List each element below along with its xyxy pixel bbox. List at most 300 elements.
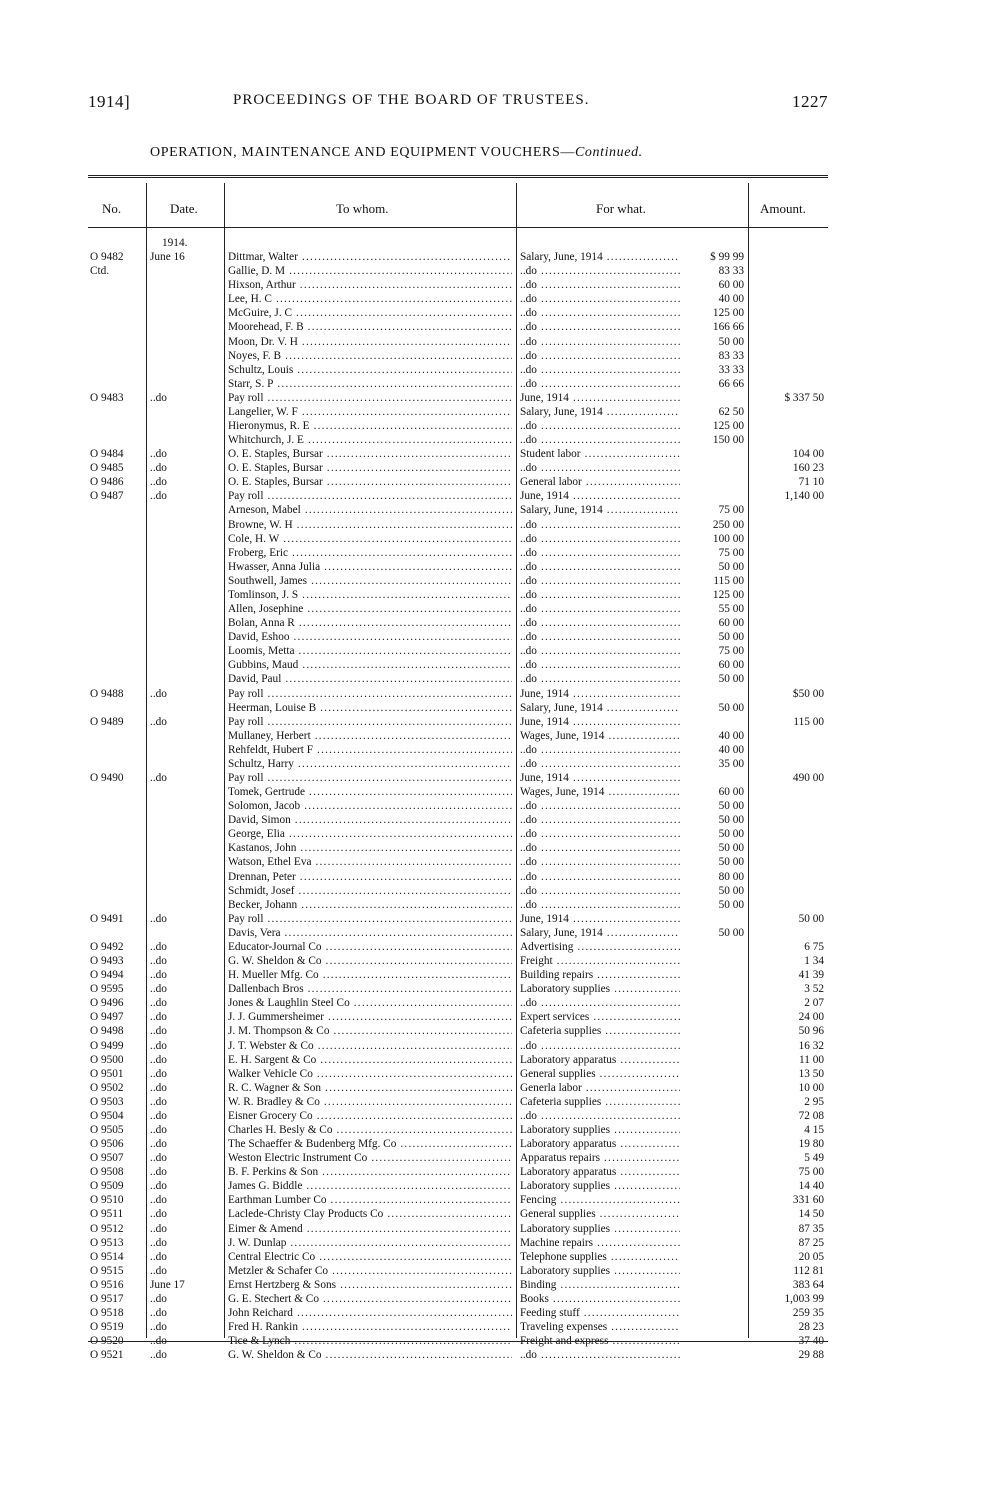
purpose-text: General supplies .....: [520, 1207, 680, 1221]
total-amount-text: 1,003 99: [784, 1292, 824, 1305]
voucher-number-text: O 9517: [90, 1292, 124, 1305]
voucher-number-text: O 9595: [90, 983, 124, 996]
payee-text: R. C. Wagner & Son .....: [228, 1081, 512, 1095]
payee-text: Rehfeldt, Hubert F .....: [228, 743, 512, 757]
voucher-number-text: O 9487: [90, 490, 124, 503]
itemized-amount-text: 125 00: [712, 307, 744, 320]
purpose-text: Laboratory supplies .....: [520, 1264, 680, 1278]
column-header-date: Date.: [170, 201, 198, 216]
itemized-amount: [680, 602, 744, 616]
payee-text: Allen, Josephine .....: [228, 602, 512, 616]
payee-text: E. H. Sargent & Co .....: [228, 1053, 512, 1067]
purpose-text: ..do .....: [520, 532, 680, 546]
voucher-number-text: O 9486: [90, 476, 124, 489]
voucher-date: [150, 715, 220, 729]
itemized-amount-text: 115 00: [713, 574, 744, 587]
total-amount-text: $50 00: [792, 687, 824, 700]
payee-text: J. J. Gummersheimer .....: [228, 1010, 512, 1024]
table-row: [88, 278, 828, 292]
voucher-number: [90, 264, 146, 278]
purpose-text: ..do .....: [520, 855, 680, 869]
table-row: [88, 602, 828, 616]
voucher-date-text: ..do: [150, 1124, 167, 1136]
table-row: [88, 363, 828, 377]
table-row: [88, 771, 828, 785]
itemized-amount: [680, 377, 744, 391]
payee-text: Walker Vehicle Co .....: [228, 1067, 512, 1081]
voucher-number: [90, 1250, 146, 1264]
voucher-date: [150, 1109, 220, 1123]
purpose-text: ..do .....: [520, 630, 680, 644]
table-row: [88, 1292, 828, 1306]
voucher-number-text: O 9506: [90, 1138, 124, 1150]
subtitle-continued: Continued.: [574, 145, 643, 160]
voucher-number-text: O 9513: [90, 1236, 124, 1249]
purpose-text: Telephone supplies .....: [520, 1250, 680, 1264]
total-amount-text: 29 88: [798, 1349, 824, 1362]
voucher-date: [150, 1264, 220, 1278]
total-amount: [754, 1165, 824, 1179]
table-row: [88, 503, 828, 517]
itemized-amount: [680, 264, 744, 278]
total-amount-text: 87 35: [798, 1222, 824, 1235]
voucher-date-text: ..do: [150, 1250, 167, 1263]
itemized-amount: [680, 306, 744, 320]
itemized-amount-text: 125 00: [712, 420, 744, 432]
voucher-date-text: ..do: [150, 1222, 167, 1235]
total-amount-text: 4 15: [804, 1124, 824, 1136]
table-row: [88, 940, 828, 954]
purpose-text: Salary, June, 1914 .....: [520, 405, 680, 419]
voucher-number: [90, 1292, 146, 1306]
payee-text: Arneson, Mabel .....: [228, 503, 512, 517]
voucher-number: [90, 1039, 146, 1053]
voucher-number-text: O 9512: [90, 1222, 124, 1235]
total-amount: [754, 982, 824, 996]
itemized-amount: [680, 292, 744, 306]
voucher-date-text: ..do: [150, 1011, 167, 1024]
itemized-amount: [680, 335, 744, 349]
voucher-date: [150, 982, 220, 996]
purpose-text: ..do .....: [520, 588, 680, 602]
payee-text: Loomis, Metta .....: [228, 644, 512, 658]
voucher-date-text: ..do: [150, 1208, 167, 1221]
voucher-date: [150, 1306, 220, 1320]
voucher-date: [150, 1081, 220, 1095]
itemized-amount: [680, 546, 744, 560]
running-head: [88, 92, 828, 116]
voucher-number: [90, 1165, 146, 1179]
itemized-amount-text: 50 00: [718, 673, 744, 686]
table-row: [88, 1137, 828, 1151]
payee-text: Ernst Hertzberg & Sons .....: [228, 1278, 512, 1292]
total-amount-text: 490 00: [792, 772, 824, 784]
payee-text: Jones & Laughlin Steel Co .....: [228, 996, 512, 1010]
table-row: [88, 729, 828, 743]
voucher-number: [90, 1081, 146, 1095]
itemized-amount: [680, 898, 744, 912]
itemized-amount: [680, 870, 744, 884]
purpose-text: June, 1914 .....: [520, 687, 680, 701]
payee-text: Central Electric Co .....: [228, 1250, 512, 1264]
voucher-number: [90, 1207, 146, 1221]
itemized-amount: [680, 278, 744, 292]
purpose-text: Wages, June, 1914 .....: [520, 729, 680, 743]
voucher-date: [150, 250, 220, 264]
payee-text: Lee, H. C .....: [228, 292, 512, 306]
total-amount-text: 6 75: [804, 940, 824, 953]
total-amount-text: 383 64: [792, 1278, 824, 1291]
itemized-amount-text: 50 00: [718, 631, 744, 644]
purpose-text: Advertising .....: [520, 940, 680, 954]
total-amount: [754, 1236, 824, 1250]
table-row: [88, 306, 828, 320]
itemized-amount-text: 60 00: [718, 659, 744, 672]
table-row: [88, 349, 828, 363]
purpose-text: ..do .....: [520, 433, 680, 447]
voucher-date: [150, 1348, 220, 1362]
payee-text: Schultz, Harry .....: [228, 757, 512, 771]
table-row: [88, 630, 828, 644]
purpose-text: ..do .....: [520, 1109, 680, 1123]
voucher-date-text: ..do: [150, 772, 167, 784]
table-row: [88, 785, 828, 799]
table-row: [88, 574, 828, 588]
purpose-text: General labor .....: [520, 475, 680, 489]
table-row: [88, 1348, 828, 1362]
voucher-number: [90, 968, 146, 982]
total-amount: [754, 475, 824, 489]
voucher-number: [90, 1010, 146, 1024]
itemized-amount-text: 40 00: [718, 729, 744, 742]
total-amount: [754, 687, 824, 701]
table-row: [88, 996, 828, 1010]
itemized-amount-text: 50 00: [718, 898, 744, 911]
voucher-number: [90, 912, 146, 926]
voucher-date: [150, 1250, 220, 1264]
payee-text: Dittmar, Walter .....: [228, 250, 512, 264]
payee-text: J. T. Webster & Co .....: [228, 1039, 512, 1053]
voucher-date-text: ..do: [150, 476, 167, 489]
payee-text: Dallenbach Bros .....: [228, 982, 512, 996]
purpose-text: Building repairs .....: [520, 968, 680, 982]
purpose-text: ..do .....: [520, 419, 680, 433]
table-row: [88, 391, 828, 405]
itemized-amount: [680, 884, 744, 898]
voucher-date: [150, 1095, 220, 1109]
payee-text: Hieronymus, R. E .....: [228, 419, 512, 433]
payee-text: Pay roll .....: [228, 391, 512, 405]
total-amount: [754, 1306, 824, 1320]
table-row: [88, 588, 828, 602]
total-amount: [754, 1109, 824, 1123]
purpose-text: Salary, June, 1914 .....: [520, 250, 680, 264]
itemized-amount-text: 83 33: [718, 349, 744, 362]
table-row: [88, 1109, 828, 1123]
voucher-number-text: O 9494: [90, 969, 124, 982]
voucher-date: [150, 912, 220, 926]
purpose-text: Freight .....: [520, 954, 680, 968]
table-row: [88, 405, 828, 419]
voucher-date-text: ..do: [150, 1236, 167, 1249]
itemized-amount-text: 50 00: [718, 884, 744, 897]
itemized-amount: [680, 503, 744, 517]
payee-text: Southwell, James .....: [228, 574, 512, 588]
voucher-number-text: O 9499: [90, 1039, 124, 1052]
voucher-number-text: O 9515: [90, 1264, 124, 1277]
purpose-text: Salary, June, 1914 .....: [520, 701, 680, 715]
itemized-amount: [680, 588, 744, 602]
purpose-text: Binding .....: [520, 1278, 680, 1292]
itemized-amount: [680, 701, 744, 715]
total-amount-text: 75 00: [798, 1166, 824, 1179]
table-row: [88, 532, 828, 546]
table-row: [88, 1179, 828, 1193]
payee-text: G. E. Stechert & Co .....: [228, 1292, 512, 1306]
total-amount: [754, 1081, 824, 1095]
purpose-text: ..do .....: [520, 658, 680, 672]
itemized-amount: [680, 630, 744, 644]
payee-text: Gubbins, Maud .....: [228, 658, 512, 672]
total-amount-text: 50 00: [798, 912, 824, 925]
total-amount-text: 115 00: [793, 715, 824, 728]
total-amount-text: 71 10: [798, 476, 824, 489]
table-row: [88, 827, 828, 841]
voucher-number: [90, 1278, 146, 1292]
voucher-date-text: ..do: [150, 1081, 167, 1094]
purpose-text: ..do .....: [520, 996, 680, 1010]
voucher-number: [90, 391, 146, 405]
total-amount: [754, 1222, 824, 1236]
itemized-amount-text: 75 00: [718, 504, 744, 517]
itemized-amount: [680, 532, 744, 546]
itemized-amount-text: 50 00: [718, 560, 744, 573]
voucher-number-text: O 9493: [90, 955, 124, 967]
table-row: [88, 1053, 828, 1067]
voucher-date-text: ..do: [150, 1194, 167, 1207]
table-row: [88, 855, 828, 869]
purpose-text: ..do .....: [520, 264, 680, 278]
total-amount-text: 1 34: [804, 955, 824, 967]
total-amount: [754, 912, 824, 926]
payee-text: Starr, S. P .....: [228, 377, 512, 391]
voucher-number: [90, 1320, 146, 1334]
voucher-number: [90, 1348, 146, 1362]
itemized-amount-text: 50 00: [718, 842, 744, 855]
year-heading: 1914]: [88, 92, 131, 111]
table-row: [88, 1151, 828, 1165]
table-row: [88, 250, 828, 264]
subtitle-text: OPERATION, MAINTENANCE AND EQUIPMENT VOUCHERS—: [150, 145, 575, 160]
voucher-date: [150, 1207, 220, 1221]
itemized-amount-text: 250 00: [712, 518, 744, 531]
total-amount: [754, 447, 824, 461]
voucher-date: [150, 1137, 220, 1151]
purpose-text: ..do .....: [520, 672, 680, 686]
payee-text: David, Paul .....: [228, 672, 512, 686]
total-amount-text: 3 52: [804, 983, 824, 996]
total-amount-text: 112 81: [793, 1264, 824, 1277]
voucher-date-text: ..do: [150, 715, 167, 728]
purpose-text: Cafeteria supplies .....: [520, 1024, 680, 1038]
purpose-text: Wages, June, 1914 .....: [520, 785, 680, 799]
table-row: [88, 292, 828, 306]
itemized-amount-text: 50 00: [718, 814, 744, 827]
total-amount-text: 41 39: [798, 969, 824, 982]
total-amount-text: 11 00: [799, 1053, 824, 1066]
purpose-text: ..do .....: [520, 616, 680, 630]
total-amount: [754, 1053, 824, 1067]
purpose-text: Cafeteria supplies .....: [520, 1095, 680, 1109]
payee-text: The Schaeffer & Budenberg Mfg. Co .....: [228, 1137, 512, 1151]
total-amount: [754, 1095, 824, 1109]
table-row: [88, 799, 828, 813]
payee-text: Moon, Dr. V. H .....: [228, 335, 512, 349]
purpose-text: Books .....: [520, 1292, 680, 1306]
total-amount: [754, 1250, 824, 1264]
voucher-number: [90, 1067, 146, 1081]
voucher-date-text: ..do: [150, 1349, 167, 1362]
itemized-amount: [680, 757, 744, 771]
itemized-amount-text: 166 66: [712, 321, 744, 334]
payee-text: W. R. Bradley & Co .....: [228, 1095, 512, 1109]
table-row: [88, 1250, 828, 1264]
payee-text: Browne, W. H .....: [228, 518, 512, 532]
voucher-number: [90, 489, 146, 503]
table-row: [88, 320, 828, 334]
total-amount-text: 2 95: [804, 1095, 824, 1108]
voucher-number: [90, 1193, 146, 1207]
payee-text: Watson, Ethel Eva .....: [228, 855, 512, 869]
voucher-date: [150, 1278, 220, 1292]
voucher-date-text: ..do: [150, 1166, 167, 1179]
itemized-amount-text: 50 00: [718, 856, 744, 869]
purpose-text: ..do .....: [520, 827, 680, 841]
table-row: [88, 672, 828, 686]
purpose-text: ..do .....: [520, 292, 680, 306]
payee-text: Kastanos, John .....: [228, 841, 512, 855]
itemized-amount-text: 62 50: [718, 405, 744, 418]
purpose-text: Expert services .....: [520, 1010, 680, 1024]
table-row: [88, 813, 828, 827]
table-top-rule: [88, 175, 828, 178]
table-row: [88, 870, 828, 884]
purpose: [520, 1348, 680, 1366]
purpose-text: Laboratory apparatus .....: [520, 1053, 680, 1067]
purpose-text: Salary, June, 1914 .....: [520, 503, 680, 517]
itemized-amount: [680, 349, 744, 363]
total-amount: [754, 1067, 824, 1081]
purpose-text: June, 1914 .....: [520, 489, 680, 503]
payee-text: John Reichard .....: [228, 1306, 512, 1320]
voucher-date-text: ..do: [150, 955, 167, 967]
purpose-text: Laboratory apparatus .....: [520, 1137, 680, 1151]
payee-text: Bolan, Anna R .....: [228, 616, 512, 630]
purpose-text: ..do .....: [520, 518, 680, 532]
voucher-number-text: O 9510: [90, 1194, 124, 1207]
payee-text: Gallie, D. M .....: [228, 264, 512, 278]
total-amount-text: 14 50: [798, 1208, 824, 1221]
voucher-date-text: ..do: [150, 1152, 167, 1165]
payee-text: Whitchurch, J. E .....: [228, 433, 512, 447]
table-row: [88, 743, 828, 757]
voucher-date: [150, 1179, 220, 1193]
payee-text: Pay roll .....: [228, 715, 512, 729]
table-row: [88, 447, 828, 461]
voucher-date: [150, 1024, 220, 1038]
purpose-text: ..do .....: [520, 602, 680, 616]
voucher-date: [150, 968, 220, 982]
payee-text: Davis, Vera .....: [228, 926, 512, 940]
itemized-amount-text: 150 00: [712, 434, 744, 446]
itemized-amount: [680, 644, 744, 658]
itemized-amount-text: 100 00: [712, 532, 744, 545]
purpose-text: Student labor .....: [520, 447, 680, 461]
payee-text: Charles H. Besly & Co .....: [228, 1123, 512, 1137]
voucher-number: [90, 996, 146, 1010]
table-row: [88, 658, 828, 672]
purpose-text: Laboratory supplies .....: [520, 982, 680, 996]
table-row: [88, 1095, 828, 1109]
voucher-number-text: O 9501: [90, 1067, 124, 1080]
purpose-text: Laboratory supplies .....: [520, 1123, 680, 1137]
payee-text: Heerman, Louise B .....: [228, 701, 512, 715]
table-row: [88, 264, 828, 278]
purpose-text: ..do .....: [520, 320, 680, 334]
voucher-date-text: ..do: [150, 1264, 167, 1277]
payee-text: Solomon, Jacob .....: [228, 799, 512, 813]
payee-text: Pay roll .....: [228, 771, 512, 785]
voucher-number: [90, 1024, 146, 1038]
voucher-date-text: ..do: [150, 1138, 167, 1150]
table-row: [88, 926, 828, 940]
itemized-amount-text: 60 00: [718, 786, 744, 798]
payee-text: G. W. Sheldon & Co .....: [228, 954, 512, 968]
total-amount: [754, 489, 824, 503]
payee-text: Educator-Journal Co .....: [228, 940, 512, 954]
total-amount-text: 14 40: [798, 1180, 824, 1193]
total-amount: [754, 996, 824, 1010]
table-row: [88, 715, 828, 729]
voucher-date-text: ..do: [150, 1025, 167, 1038]
itemized-amount-text: 75 00: [718, 645, 744, 658]
table-row: [88, 968, 828, 982]
voucher-number: [90, 771, 146, 785]
table-row: [88, 912, 828, 926]
purpose-text: ..do .....: [520, 278, 680, 292]
voucher-date: [150, 1236, 220, 1250]
total-amount-text: 331 60: [792, 1194, 824, 1207]
voucher-date: [150, 461, 220, 475]
payee-text: J. M. Thompson & Co .....: [228, 1024, 512, 1038]
voucher-number: [90, 1179, 146, 1193]
table-row: [88, 841, 828, 855]
voucher-number-text: O 9520: [90, 1335, 124, 1348]
voucher-number-text: O 9509: [90, 1180, 124, 1193]
payee-text: Mullaney, Herbert .....: [228, 729, 512, 743]
payee-text: B. F. Perkins & Son .....: [228, 1165, 512, 1179]
voucher-number-text: O 9500: [90, 1053, 124, 1066]
table-row: [88, 1039, 828, 1053]
payee-text: Schmidt, Josef .....: [228, 884, 512, 898]
payee-text: H. Mueller Mfg. Co .....: [228, 968, 512, 982]
page-title: PROCEEDINGS OF THE BOARD OF TRUSTEES.: [233, 92, 590, 108]
voucher-date-text: ..do: [150, 1335, 167, 1348]
itemized-amount-text: 50 00: [718, 926, 744, 939]
payee-text: Eimer & Amend .....: [228, 1222, 512, 1236]
itemized-amount: [680, 405, 744, 419]
purpose-text: ..do .....: [520, 898, 680, 912]
